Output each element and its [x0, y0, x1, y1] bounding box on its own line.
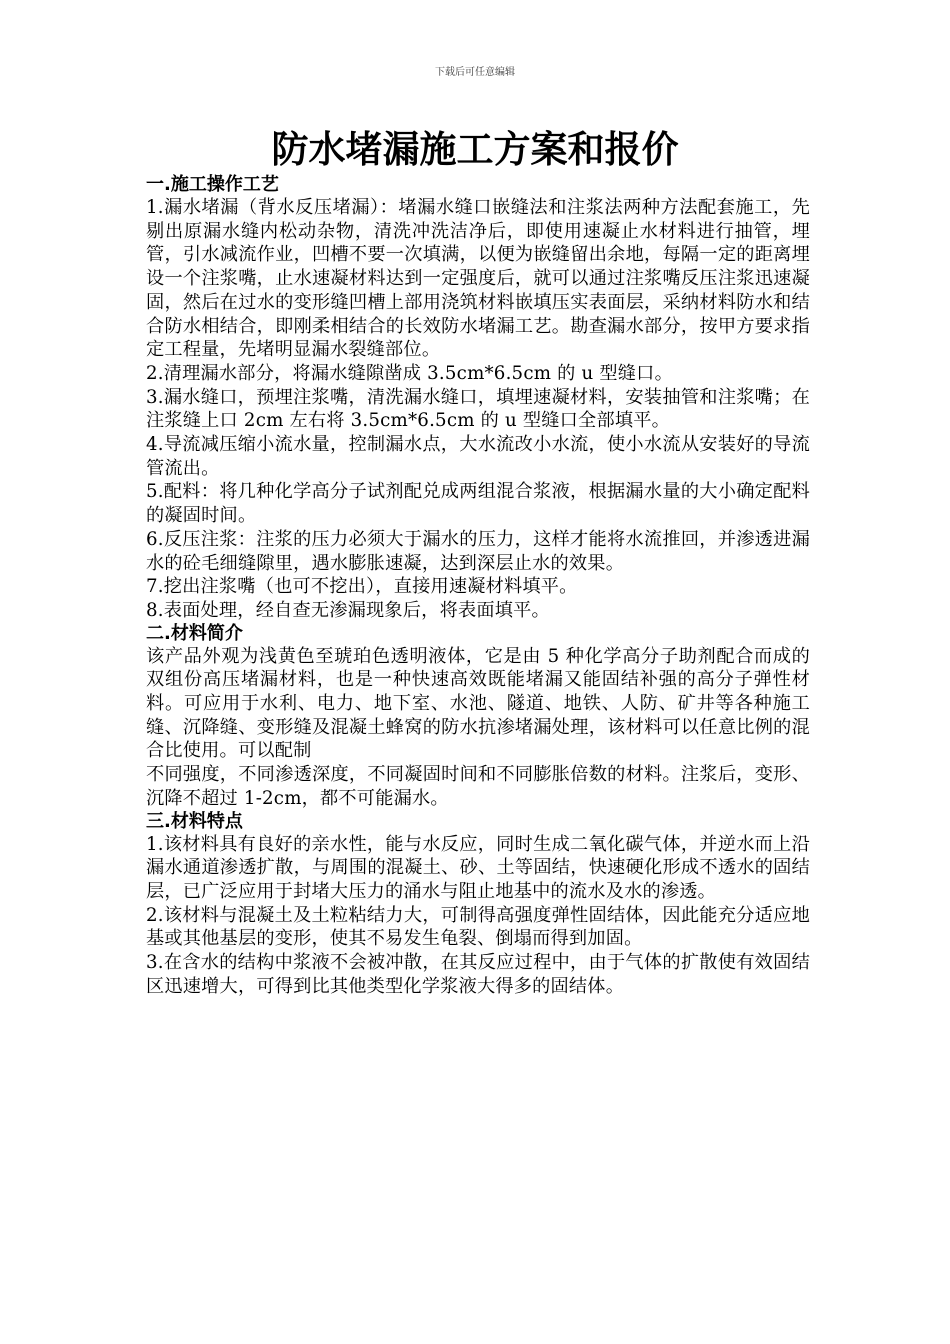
- section-process: [146, 174, 810, 623]
- section-heading: 二.材料简介: [146, 622, 243, 644]
- document-body: [146, 174, 810, 999]
- paragraph: 1.漏水堵漏（背水反压堵漏）：堵漏水缝口嵌缝法和注浆法两种方法配套施工，先剔出原漏水缝内松动杂物，清洗冲洗洁净后，即使用速凝止水材料进行抽管，埋管，引水减流作业，凹槽不要一次填满，以便为嵌缝留出余地，每隔一定的距离埋设一个注浆嘴，止水速凝材料达到一定强度后，就可以通过注浆嘴反压注浆迅速凝固，然后在过水的变形缝凹槽上部用浇筑材料嵌填压实表面层，采纳材料防水和结合防水相结合，即刚柔相结合的长效防水堵漏工艺。勘查漏水部分，按甲方要求指定工程量，先堵明显漏水裂缝部位。: [146, 197, 810, 361]
- paragraph: 8.表面处理，经自查无渗漏现象后，将表面填平。: [146, 599, 550, 621]
- section-material-intro: [146, 623, 810, 811]
- paragraph: 3.漏水缝口，预埋注浆嘴，清洗漏水缝口，填埋速凝材料，安装抽管和注浆嘴；在注浆缝上口 2cm 左右将 3.5cm*6.5cm 的 u 型缝口全部填平。: [146, 386, 810, 432]
- paragraph: 该产品外观为浅黄色至琥珀色透明液体，它是由 5 种化学高分子助剂配合而成的双组份高压堵漏材料，也是一种快速高效既能堵漏又能固结补强的高分子弹性材料。可应用于水利、电力、地下室、水池、隧道、地铁、人防、矿井等各种施工缝、沉降缝、变形缝及混凝土蜂窝的防水抗渗堵漏处理，该材料可以任意比例的混合比使用。可以配制: [146, 645, 810, 762]
- paragraph: 6.反压注浆：注浆的压力必须大于漏水的压力，这样才能将水流推回，并渗透进漏水的砼毛细缝隙里，遇水膨胀速凝，达到深层止水的效果。: [146, 528, 810, 574]
- paragraph: 4.导流减压缩小流水量，控制漏水点，大水流改小水流，使小水流从安装好的导流管流出。: [146, 434, 810, 479]
- paragraph: 不同强度，不同渗透深度，不同凝固时间和不同膨胀倍数的材料。注浆后，变形、沉降不超过 1-2cm，都不可能漏水。: [146, 764, 810, 809]
- section-heading: 一.施工操作工艺: [146, 174, 279, 195]
- paragraph: 3.在含水的结构中浆液不会被冲散，在其反应过程中，由于气体的扩散使有效固结区迅速增大，可得到比其他类型化学浆液大得多的固结体。: [146, 952, 810, 997]
- paragraph: 5.配料：将几种化学高分子试剂配兑成两组混合浆液，根据漏水量的大小确定配料的凝固时间。: [146, 481, 810, 527]
- section-heading: 三.材料特点: [146, 810, 243, 832]
- paragraph: 1.该材料具有良好的亲水性，能与水反应，同时生成二氧化碳气体，并逆水而上沿漏水通道渗透扩散，与周围的混凝土、砂、土等固结，快速硬化形成不透水的固结层，已广泛应用于封堵大压力的涌水与阻止地基中的流水及水的渗透。: [146, 833, 810, 902]
- paragraph: 2.该材料与混凝土及土粒粘结力大，可制得高强度弹性固结体，因此能充分适应地基或其他基层的变形，使其不易发生龟裂、倒塌而得到加固。: [146, 904, 810, 950]
- paragraph: 7.挖出注浆嘴（也可不挖出），直接用速凝材料填平。: [146, 576, 578, 598]
- document-title: 防水堵漏施工方案和报价: [271, 128, 679, 171]
- section-material-features: [146, 811, 810, 999]
- header-note: 下载后可任意编辑: [435, 67, 515, 78]
- paragraph: 2.清理漏水部分，将漏水缝隙凿成 3.5cm*6.5cm 的 u 型缝口。: [146, 362, 673, 384]
